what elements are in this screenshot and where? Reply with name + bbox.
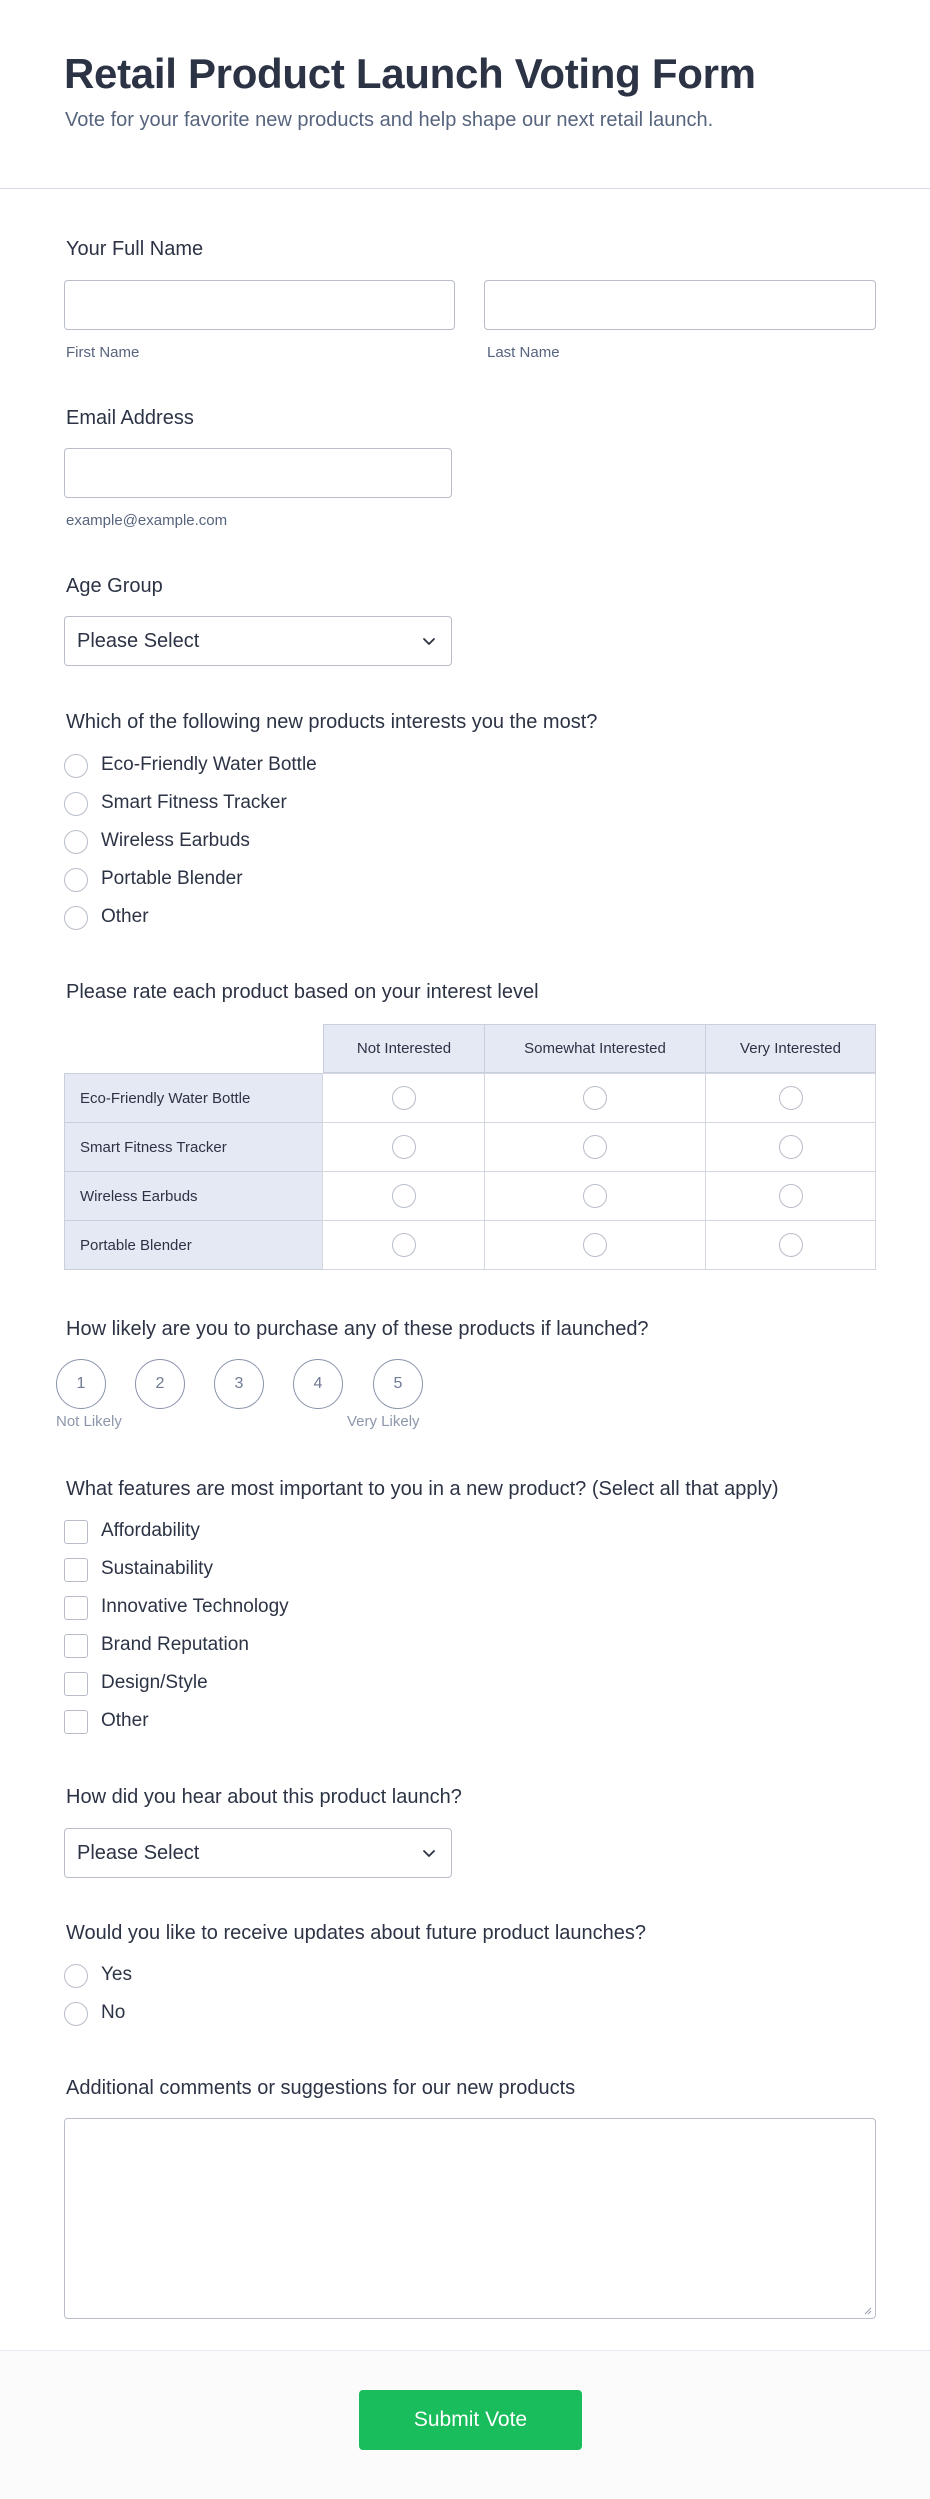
matrix-cell[interactable] [484,1122,706,1172]
form-header [0,0,930,189]
matrix-column-header: Not Interested [323,1024,485,1073]
email-input[interactable] [64,448,452,498]
radio-button[interactable] [392,1135,416,1159]
radio-button[interactable] [779,1086,803,1110]
email-sublabel: example@example.com [66,512,228,529]
chevron-down-icon [421,633,437,649]
last-name-sublabel: Last Name [487,344,560,361]
radio-button[interactable] [64,868,88,892]
purchase-scale-label: How likely are you to purchase any of these products if launched? [66,1318,649,1340]
scale-option-3[interactable]: 3 [214,1359,264,1409]
option-label: Smart Fitness Tracker [101,792,287,813]
updates-question-label: Would you like to receive updates about future product launches? [66,1922,646,1944]
features-question-label: What features are most important to you in a new product? (Select all that apply) [66,1478,779,1500]
radio-button[interactable] [64,830,88,854]
option-label: No [101,2002,126,2023]
option-label: Innovative Technology [101,1596,289,1617]
radio-button[interactable] [64,1964,88,1988]
source-select[interactable] [64,1828,452,1878]
matrix-cell[interactable] [484,1220,706,1270]
scale-option-1[interactable]: 1 [56,1359,106,1409]
matrix-cell[interactable] [705,1122,876,1172]
comments-label: Additional comments or suggestions for our new products [66,2077,576,2099]
checkbox[interactable] [64,1710,88,1734]
radio-button[interactable] [779,1233,803,1257]
comments-textarea[interactable] [64,2118,876,2319]
matrix-row-label: Wireless Earbuds [64,1171,323,1221]
scale-option-2[interactable]: 2 [135,1359,185,1409]
radio-button[interactable] [64,792,88,816]
form-title: Retail Product Launch Voting Form [64,50,756,97]
radio-button[interactable] [583,1086,607,1110]
email-label: Email Address [66,407,194,429]
option-label: Affordability [101,1520,200,1541]
source-selected: Please Select [77,1842,200,1864]
radio-button[interactable] [64,754,88,778]
matrix-cell[interactable] [322,1073,485,1123]
matrix-cell[interactable] [705,1220,876,1270]
full-name-label: Your Full Name [66,238,204,260]
checkbox[interactable] [64,1558,88,1582]
form-subtitle: Vote for your favorite new products and help shape our next retail launch. [65,109,714,131]
option-label: Other [101,1710,149,1731]
matrix-cell[interactable] [322,1220,485,1270]
form-footer [0,2350,930,2499]
option-label: Yes [101,1964,132,1985]
matrix-cell[interactable] [322,1171,485,1221]
scale-max-caption: Very Likely [347,1413,420,1430]
matrix-cell[interactable] [322,1122,485,1172]
radio-button[interactable] [583,1184,607,1208]
submit-button[interactable]: Submit Vote [359,2390,582,2450]
scale-option-5[interactable]: 5 [373,1359,423,1409]
matrix-cell[interactable] [705,1073,876,1123]
matrix-column-header: Somewhat Interested [484,1024,706,1073]
matrix-row-label: Smart Fitness Tracker [64,1122,323,1172]
matrix-row-label: Portable Blender [64,1220,323,1270]
radio-button[interactable] [583,1135,607,1159]
age-group-select[interactable] [64,616,452,666]
option-label: Other [101,906,149,927]
scale-min-caption: Not Likely [56,1413,122,1430]
option-label: Design/Style [101,1672,208,1693]
source-label: How did you hear about this product launch? [66,1786,462,1808]
scale-option-4[interactable]: 4 [293,1359,343,1409]
checkbox[interactable] [64,1596,88,1620]
age-group-selected: Please Select [77,630,200,652]
radio-button[interactable] [583,1233,607,1257]
option-label: Sustainability [101,1558,213,1579]
checkbox[interactable] [64,1520,88,1544]
checkbox[interactable] [64,1672,88,1696]
radio-button[interactable] [779,1184,803,1208]
interest-question-label: Which of the following new products interests you the most? [66,711,598,733]
matrix-row-label: Eco-Friendly Water Bottle [64,1073,323,1123]
matrix-cell[interactable] [484,1171,706,1221]
option-label: Brand Reputation [101,1634,249,1655]
option-label: Eco-Friendly Water Bottle [101,754,317,775]
radio-button[interactable] [392,1086,416,1110]
chevron-down-icon [421,1845,437,1861]
option-label: Wireless Earbuds [101,830,250,851]
radio-button[interactable] [64,2002,88,2026]
matrix-column-header: Very Interested [705,1024,876,1073]
first-name-input[interactable] [64,280,455,330]
radio-button[interactable] [392,1184,416,1208]
last-name-input[interactable] [484,280,876,330]
matrix-cell[interactable] [705,1171,876,1221]
rating-matrix-label: Please rate each product based on your interest level [66,981,539,1003]
matrix-cell[interactable] [484,1073,706,1123]
resize-handle-icon[interactable] [862,2305,872,2315]
first-name-sublabel: First Name [66,344,140,361]
radio-button[interactable] [779,1135,803,1159]
option-label: Portable Blender [101,868,243,889]
age-group-label: Age Group [66,575,163,597]
rating-matrix [64,1024,876,1274]
checkbox[interactable] [64,1634,88,1658]
radio-button[interactable] [392,1233,416,1257]
radio-button[interactable] [64,906,88,930]
